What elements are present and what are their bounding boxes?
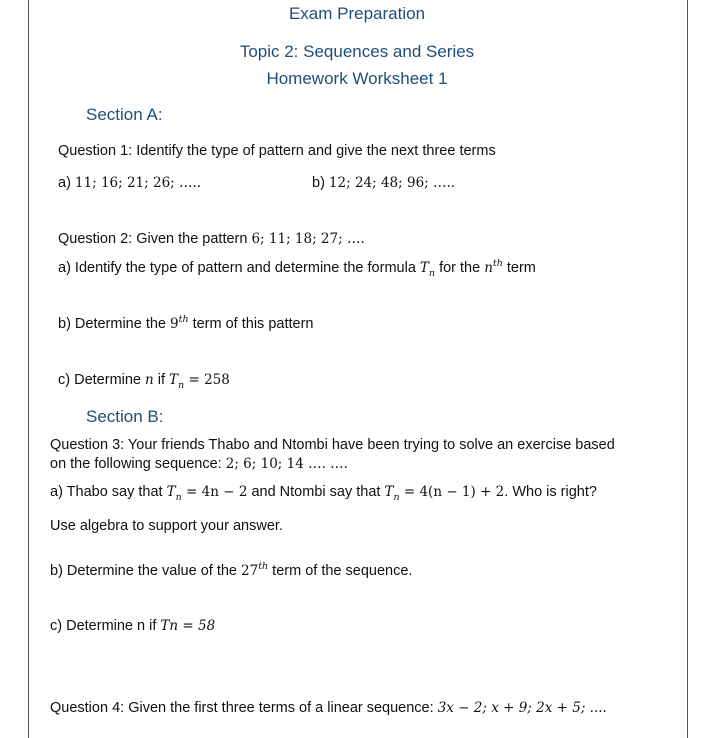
question-2a: [58, 258, 536, 279]
question-2c-subscript: n: [178, 379, 185, 391]
question-2b-superscript: th: [178, 314, 189, 326]
question-2b-number: 9: [170, 316, 179, 332]
question-2c-n: n: [145, 372, 154, 388]
question-3a-sub1: n: [175, 491, 182, 503]
question-2-sequence: 6; 11; 18; 27; ….: [251, 231, 365, 247]
question-3c: [50, 618, 215, 634]
question-3-line-2: [50, 456, 348, 472]
question-3-line-2-text: on the following sequence:: [50, 456, 226, 472]
question-2b-text: b) Determine the: [58, 316, 171, 332]
question-3c-text: c) Determine n if: [50, 618, 161, 634]
topic-title: Topic 2: Sequences and Series: [239, 42, 475, 61]
question-3b-number: 27: [241, 563, 259, 579]
question-2-label: Question 2: [58, 231, 129, 247]
question-2-text: : Given the pattern: [128, 231, 252, 247]
question-2a-text-2: for the: [435, 260, 485, 276]
question-3a-T1: T: [166, 484, 176, 500]
question-3a: [50, 484, 597, 503]
question-1: [58, 143, 496, 159]
question-3a-T2: T: [384, 484, 394, 500]
question-3b-text-2: term of the sequence.: [268, 563, 413, 579]
question-3-label: Question 3: [50, 437, 121, 453]
question-3a-text-2: and Ntombi say that: [247, 484, 385, 500]
question-4-label: Question 4: [50, 700, 121, 716]
question-2c-text-2: if: [153, 372, 170, 388]
question-1-text: : Identify the type of pattern and give the next three terms: [128, 143, 496, 159]
section-a-heading: Section A:: [86, 105, 163, 124]
question-3b: [50, 563, 412, 579]
question-3-sequence: 2; 6; 10; 14 …. ….: [225, 456, 348, 472]
question-4: [50, 700, 607, 716]
question-1a-sequence: 11; 16; 21; 26; …..: [74, 175, 202, 191]
section-b-heading: Section B:: [86, 407, 164, 426]
question-3b-text: b) Determine the value of the: [50, 563, 242, 579]
question-4-sequence: 3x − 2; x + 9; 2x + 5; ....: [437, 700, 607, 716]
question-3c-equation: Tn = 58: [160, 618, 216, 634]
question-2a-text: a) Identify the type of pattern and determine the formula: [58, 260, 420, 276]
question-1a: [58, 175, 201, 191]
question-1b-sequence: 12; 24; 48; 96; …..: [328, 175, 456, 191]
question-1a-label: a): [58, 175, 75, 191]
nth-n: n: [484, 260, 493, 276]
formula-n-subscript: n: [428, 267, 436, 279]
question-2: [58, 231, 365, 247]
question-2c-text: c) Determine: [58, 372, 146, 388]
question-3a-text: a) Thabo say that: [50, 484, 167, 500]
question-4-text: : Given the first three terms of a linear sequence:: [120, 700, 438, 716]
question-2c: [58, 372, 230, 391]
ntombi-formula: = 4(n − 1) + 2: [399, 484, 505, 500]
nth-superscript: th: [492, 258, 503, 270]
question-2c-equation: = 258: [184, 372, 230, 388]
question-3-text: : Your friends Thabo and Ntombi have been trying to solve an exercise based: [120, 437, 615, 453]
question-1b-label: b): [312, 175, 329, 191]
question-1-label: Question 1: [58, 143, 129, 159]
question-2b: [58, 316, 313, 332]
question-1b: [312, 175, 455, 191]
question-2b-text-2: term of this pattern: [188, 316, 314, 332]
thabo-formula: = 4n − 2: [181, 484, 248, 500]
question-2c-T: T: [169, 372, 179, 388]
formula-T: T: [419, 260, 429, 276]
document-title: Exam Preparation: [288, 4, 426, 23]
question-3-algebra-note: Use algebra to support your answer.: [50, 518, 283, 534]
question-2a-text-3: term: [502, 260, 536, 276]
question-3a-sub2: n: [393, 491, 400, 503]
question-3: [50, 437, 615, 453]
question-3a-text-3: . Who is right?: [504, 484, 597, 500]
worksheet-title: Homework Worksheet 1: [266, 69, 448, 88]
question-3b-superscript: th: [258, 561, 269, 573]
